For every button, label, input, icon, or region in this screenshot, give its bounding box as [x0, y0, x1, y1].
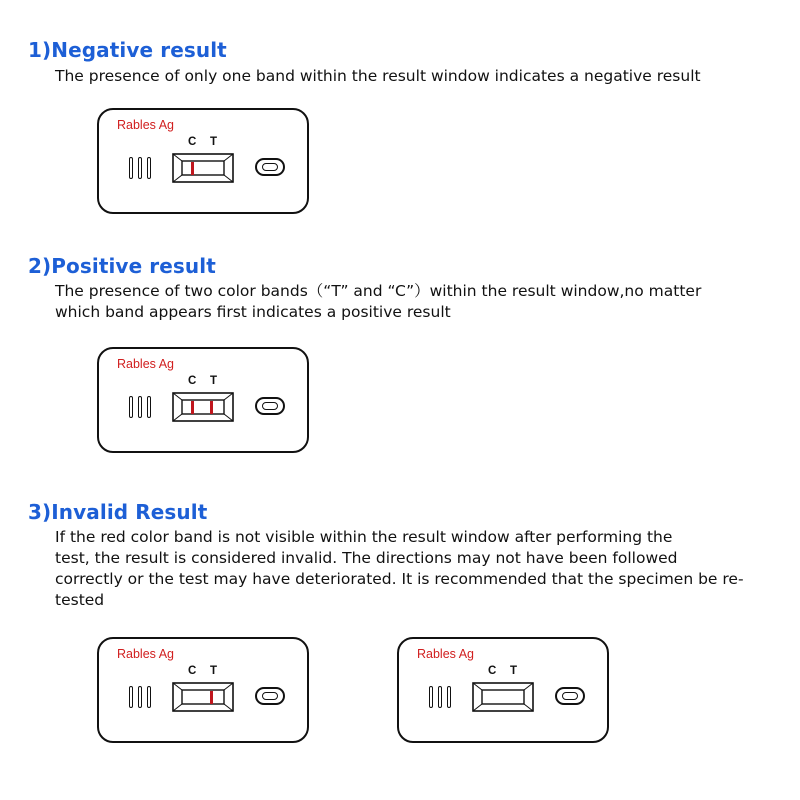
section-title-negative: 1)Negative result — [28, 38, 227, 62]
sample-well — [555, 687, 585, 705]
cassette-label: Rables Ag — [117, 118, 174, 132]
test-cassette-invalid-t-only — [97, 637, 309, 743]
control-band — [191, 401, 194, 414]
control-line-mark: C — [188, 665, 197, 677]
test-cassette-negative — [97, 108, 309, 214]
description-line: correctly or the test may have deteriorated. It is recommended that the specimen be re- — [55, 570, 744, 588]
control-line-mark: C — [188, 136, 197, 148]
control-line-mark: C — [188, 375, 197, 387]
grip-bars — [129, 157, 153, 179]
test-line-mark: T — [210, 136, 218, 148]
description-line: If the red color band is not visible within the result window after performing the — [55, 528, 673, 546]
result-window — [172, 392, 234, 422]
test-line-mark: T — [210, 665, 218, 677]
description-line: The presence of only one band within the result window indicates a negative result — [55, 67, 701, 85]
cassette-label: Rables Ag — [417, 647, 474, 661]
grip-bars — [129, 396, 153, 418]
description-line: test, the result is considered invalid. The directions may not have been followed — [55, 549, 678, 567]
section-description-invalid — [55, 527, 744, 611]
result-window — [172, 153, 234, 183]
control-band — [191, 162, 194, 175]
cassette-label: Rables Ag — [117, 357, 174, 371]
sample-well — [255, 687, 285, 705]
description-line: which band appears first indicates a positive result — [55, 303, 451, 321]
section-title-invalid: 3)Invalid Result — [28, 500, 208, 524]
test-cassette-positive — [97, 347, 309, 453]
test-band — [210, 401, 213, 414]
section-description-negative — [55, 66, 701, 87]
sample-well — [255, 158, 285, 176]
test-line-mark: T — [510, 665, 518, 677]
test-band — [210, 691, 213, 704]
description-line: tested — [55, 591, 105, 609]
sample-well — [255, 397, 285, 415]
grip-bars — [429, 686, 453, 708]
cassette-label: Rables Ag — [117, 647, 174, 661]
description-line: The presence of two color bands（“T” and “C”）within the result window,no matter — [55, 282, 702, 300]
section-title-positive: 2)Positive result — [28, 254, 216, 278]
result-window — [172, 682, 234, 712]
section-description-positive — [55, 281, 701, 323]
test-cassette-invalid-no-band — [397, 637, 609, 743]
test-line-mark: T — [210, 375, 218, 387]
result-window — [472, 682, 534, 712]
control-line-mark: C — [488, 665, 497, 677]
grip-bars — [129, 686, 153, 708]
